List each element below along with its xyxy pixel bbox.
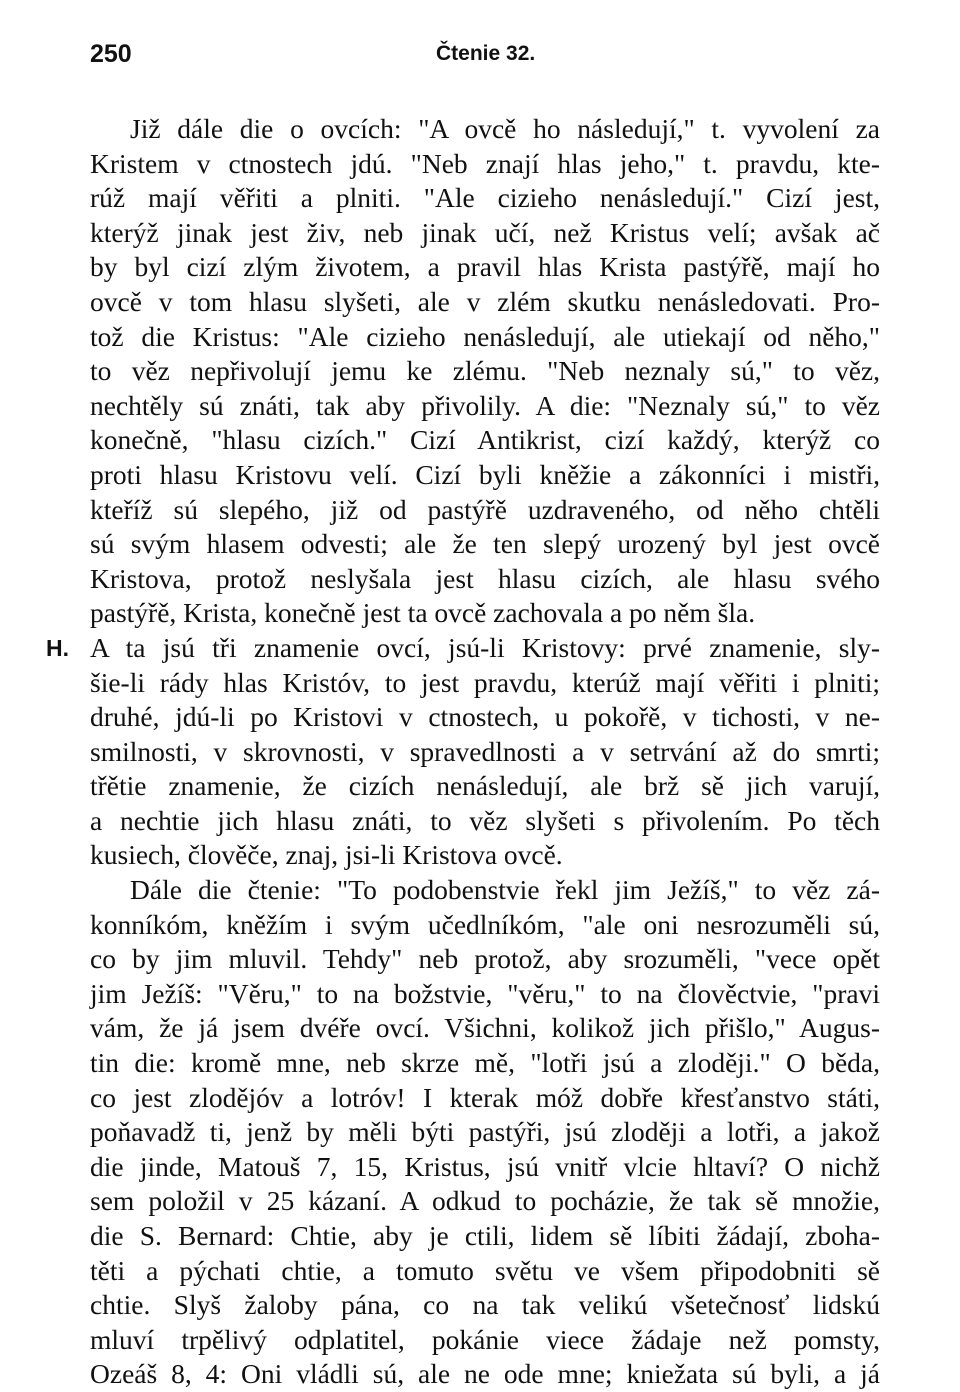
text-line: [90, 562, 880, 597]
text-line: [90, 838, 880, 873]
line-text: nechtěly sú znáti, tak aby přivolily. A die: "Neznaly sú," to věz: [90, 389, 880, 421]
line-text: to věz nepřivolují jemu ke zlému. "Neb neznaly sú," to věz,: [90, 355, 880, 387]
text-line: [90, 596, 880, 631]
text-line: [90, 250, 880, 285]
margin-note: H.: [46, 634, 69, 661]
line-text: Dále die čtenie: "To podobenstvie řekl jim Ježíš," to věz zá-: [130, 874, 880, 906]
page-number: 250: [90, 40, 132, 68]
line-text: co jest zlodějóv a lotróv! I kterak móž dobře křesťanstvo státi,: [90, 1081, 880, 1113]
text-line: [90, 666, 880, 701]
line-text: co by jim mluvil. Tehdy" neb protož, aby srozuměli, "vece opět: [90, 943, 880, 975]
line-text: Ozeáš 8, 4: Oni vládli sú, ale ne ode mne; kniežata sú byli, a já: [90, 1358, 880, 1390]
line-text: vám, že já jsem dvéře ovcí. Všichni, kolikož jich přišlo," Augus-: [90, 1012, 880, 1044]
line-text: jim Ježíš: "Věru," to na božstvie, "věru," to na člověctvie, "pravi: [90, 977, 880, 1009]
text-line: [90, 1323, 880, 1358]
text-line: [90, 700, 880, 735]
line-text: a nechtie jich hlasu znáti, to věz slyšeti s přivolením. Po těch: [90, 804, 880, 836]
text-line: [90, 389, 880, 424]
line-text: kusiech, člověče, znaj, jsi-li Kristova ovcě.: [90, 839, 563, 871]
text-line: [90, 804, 880, 839]
text-line: [90, 458, 880, 493]
text-line: [90, 1254, 880, 1289]
line-text: těti a pýchati chtie, a tomuto světu ve všem připodobniti sě: [90, 1254, 880, 1286]
line-text: poňavadž ti, jenž by měli býti pastýři, jsú zloději a lotři, a jakož: [90, 1116, 880, 1148]
line-text: konníkóm, kněžím i svým učedlníkóm, "ale oni nesrozuměli sú,: [90, 908, 880, 940]
text-line: [90, 873, 880, 908]
text-line: [90, 1081, 880, 1116]
line-text: Již dále die o ovcích: "A ovcě ho následují," t. vyvolení za: [130, 113, 880, 144]
line-text: A ta jsú tři znamenie ovcí, jsú-li Kristovy: prvé znamenie, sly-: [90, 631, 880, 663]
text-line: [90, 1184, 880, 1219]
line-text: chtie. Slyš žaloby pána, co na tak velikú všetečnosť lidskú: [90, 1289, 880, 1321]
text-line: [90, 1357, 880, 1392]
text-line: [90, 942, 880, 977]
text-line: [90, 977, 880, 1012]
line-text: Kristem v ctnostech jdú. "Neb znají hlas jeho," t. pravdu, kte-: [90, 147, 880, 179]
body-text: [46, 112, 880, 1392]
line-text: by byl cizí zlým životem, a pravil hlas Krista pastýřě, mají ho: [90, 251, 880, 283]
text-line: [90, 769, 880, 804]
line-text: ovcě v tom hlasu slyšeti, ale v zlém skutku nenásledovati. Pro-: [90, 285, 880, 317]
line-text: proti hlasu Kristovu velí. Cizí byli kněžie a zákonníci i mistři,: [90, 458, 880, 490]
line-text: tin die: kromě mne, neb skrze mě, "lotři jsú a zloději." O běda,: [90, 1047, 880, 1079]
line-text: rúž mají věřiti a plniti. "Ale cizieho nenásledují." Cizí jest,: [90, 182, 880, 214]
line-text: tož die Kristus: "Ale cizieho nenásledují, ale utiekají od něho,": [90, 320, 880, 352]
line-text: die S. Bernard: Chtie, aby je ctili, lidem sě líbiti žádají, zboha-: [90, 1220, 880, 1251]
text-line: [90, 908, 880, 943]
text-line: [90, 1219, 880, 1254]
text-line: [90, 147, 880, 182]
line-text: Kristova, protož neslyšala jest hlasu cizích, ale hlasu svého: [90, 562, 880, 594]
line-text: sem položil v 25 kázaní. A odkud to pocházie, že tak sě množie,: [90, 1185, 880, 1217]
line-text: sú svým hlasem odvesti; ale že ten slepý urozený byl jest ovcě: [90, 528, 880, 560]
line-text: druhé, jdú-li po Kristovi v ctnostech, u pokořě, v tichosti, v ne-: [90, 701, 880, 733]
text-line: [90, 285, 880, 320]
line-text: konečně, "hlasu cizích." Cizí Antikrist, cizí každý, kterýž co: [90, 424, 880, 456]
text-line: [90, 735, 880, 770]
text-line: [90, 1150, 880, 1185]
line-text: mluví trpělivý odplatitel, pokánie viece žádaje než pomsty,: [90, 1323, 880, 1355]
text-line: [90, 1046, 880, 1081]
text-line: [46, 631, 880, 666]
line-text: smilnosti, v skrovnosti, v spravedlnosti a v setrvání až do smrti;: [90, 735, 880, 767]
running-head: [90, 40, 880, 80]
line-text: pastýřě, Krista, konečně jest ta ovcě zachovala a po něm šla.: [90, 597, 756, 629]
text-line: [90, 1115, 880, 1150]
text-line: [90, 1288, 880, 1323]
section-title: Čtenie 32.: [436, 42, 536, 65]
line-text: kterýž jinak jest živ, neb jinak učí, než Kristus velí; avšak ač: [90, 216, 880, 248]
line-text: kteříž sú slepého, již od pastýřě uzdraveného, od něho chtěli: [90, 493, 880, 525]
text-line: [90, 1011, 880, 1046]
line-text: die jinde, Matouš 7, 15, Kristus, jsú vnitř vlcie hltaví? O nichž: [90, 1150, 880, 1182]
line-text: třětie znamenie, že cizích nenásledují, ale brž sě jich varují,: [90, 770, 880, 802]
text-line: [90, 423, 880, 458]
text-line: [90, 354, 880, 389]
text-line: [90, 527, 880, 562]
text-line: [90, 181, 880, 216]
text-line: [90, 493, 880, 528]
line-text: šie-li rády hlas Kristóv, to jest pravdu, kterúž mají věřiti i plniti;: [90, 666, 880, 698]
text-line: [90, 216, 880, 251]
text-line: [90, 320, 880, 355]
text-line: [90, 112, 880, 147]
